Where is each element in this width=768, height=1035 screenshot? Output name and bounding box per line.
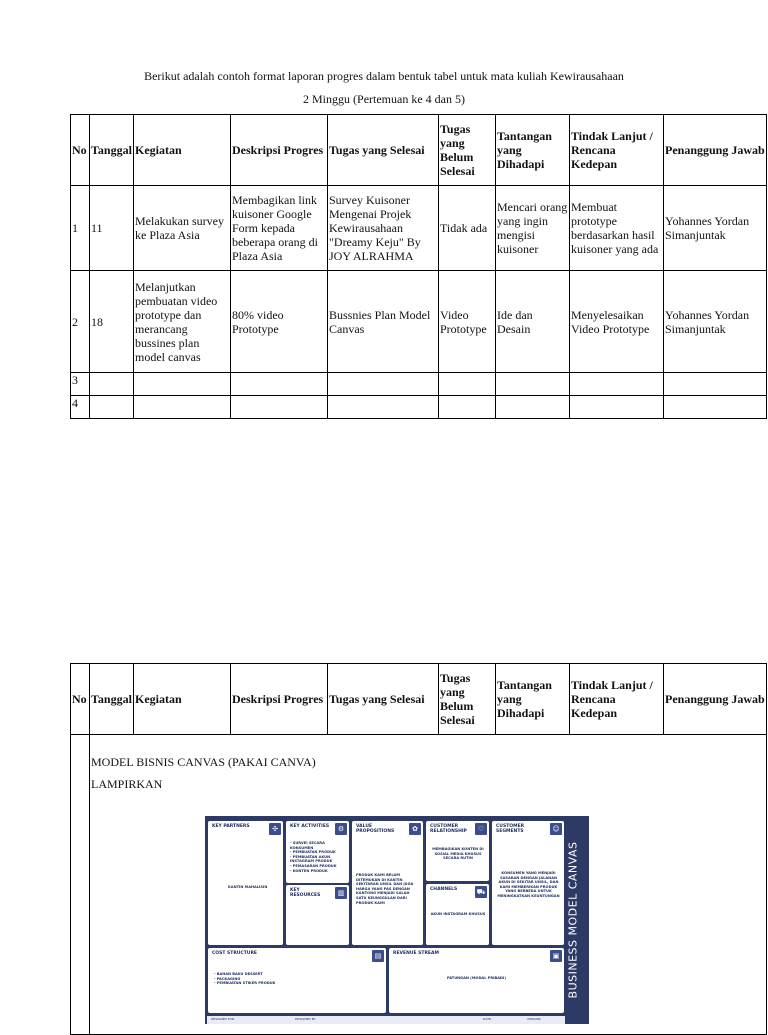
- header-belum: Tugas yang Belum Selesai: [439, 664, 496, 735]
- cell-selesai: Bussnies Plan Model Canvas: [328, 271, 439, 373]
- gear-icon: ⚙: [335, 823, 347, 835]
- table-header-row: [71, 115, 767, 186]
- key-partners-box: [208, 821, 283, 945]
- cell-penanggung: Yohannes Yordan Simanjuntak: [664, 186, 767, 271]
- cell-deskripsi: 80% video Prototype: [231, 271, 328, 373]
- header-kegiatan: Kegiatan: [134, 664, 231, 735]
- canvas-footer: [207, 1016, 565, 1024]
- intro-line-1: Berikut adalah contoh format laporan progres dalam bentuk tabel untuk mata kuliah Kewirausahaan: [144, 69, 624, 83]
- customer-segments-box: [492, 821, 564, 945]
- cost-structure-title: COST STRUCTURE: [212, 951, 257, 956]
- table-header-row: [71, 664, 767, 735]
- cost-structure-text: - BAHAN BAKU DESSERT - PACKAGING - PEMBUATAN STIKER PRODUK: [214, 972, 276, 986]
- handshake-icon: ✣: [269, 823, 281, 835]
- header-tantangan: Tantangan yang Dihadapi: [496, 664, 570, 735]
- channels-box: [426, 884, 489, 945]
- header-tanggal: Tanggal: [90, 664, 134, 735]
- cell-belum: Tidak ada: [439, 186, 496, 271]
- gift-icon: ✿: [409, 823, 421, 835]
- key-partners-title: KEY PARTNERS: [212, 824, 250, 829]
- key-resources-box: [286, 885, 349, 945]
- header-penanggung: Penanggung Jawab: [664, 664, 767, 735]
- version-label: VERSION:: [527, 1017, 542, 1021]
- progress-table: [70, 114, 767, 419]
- date-label: DATE:: [483, 1017, 492, 1021]
- header-deskripsi: Deskripsi Progres: [231, 115, 328, 186]
- lampiran-label: LAMPIRKAN: [91, 777, 163, 791]
- customer-segments-title: CUSTOMER SEGMENTS: [496, 824, 525, 834]
- channels-title: CHANNELS: [430, 887, 458, 892]
- channels-text: AKUN INSTAGRAM KHUSUS: [430, 912, 486, 916]
- revenue-stream-text: PATUNGAN (MODAL PRIBADI): [447, 976, 506, 980]
- revenue-stream-box: [389, 948, 564, 1013]
- key-activities-title: KEY ACTIVITIES: [290, 824, 330, 829]
- key-resources-title: KEY RESOURCES: [290, 888, 321, 898]
- header-tindak: Tindak Lanjut / Rencana Kedepan: [570, 664, 664, 735]
- table-row: [71, 186, 767, 271]
- canvas-vertical-title: BUSINESS MODEL CANVAS: [566, 841, 580, 999]
- designed-by-label: DESIGNED BY:: [295, 1017, 317, 1021]
- cell-selesai: Survey Kuisoner Mengenai Projek Kewirausahaan "Dreamy Keju" By JOY ALRAHMA: [328, 186, 439, 271]
- header-tanggal: Tanggal: [90, 115, 134, 186]
- cell-tindak: Membuat prototype berdasarkan hasil kuisoner yang ada: [570, 186, 664, 271]
- header-kegiatan: Kegiatan: [134, 115, 231, 186]
- cell-belum: Video Prototype: [439, 271, 496, 373]
- table-row: [71, 271, 767, 373]
- users-icon: ☺: [550, 823, 562, 835]
- key-activities-box: [286, 821, 349, 883]
- cell-tanggal: 11: [90, 186, 134, 271]
- cell-deskripsi: Membagikan link kuisoner Google Form kepada beberapa orang di Plaza Asia: [231, 186, 328, 271]
- business-model-canvas-image: [205, 816, 589, 1024]
- cell-no: 4: [71, 396, 90, 419]
- money-icon: ▣: [550, 950, 562, 962]
- lampiran-title: MODEL BISNIS CANVAS (PAKAI CANVA): [91, 755, 316, 769]
- cell-tantangan: Mencari orang yang ingin mengisi kuisoner: [496, 186, 570, 271]
- factory-icon: ▥: [335, 887, 347, 899]
- customer-relationship-box: [426, 821, 489, 881]
- revenue-stream-title: REVENUE STREAM: [393, 951, 439, 956]
- table-row: [71, 373, 767, 396]
- customer-relationship-text: MEMBAGIKAN KONTEN DI SOSIAL MEDIA KHUSUS SECARA RUTIN: [432, 847, 484, 861]
- header-selesai: Tugas yang Selesai: [328, 664, 439, 735]
- customer-relationship-title: CUSTOMER RELATIONSHIP: [430, 824, 467, 834]
- key-activities-text: - SURVEI SECARA KONSUMEN - PEMBUATAN PRODUK - PEMBUATAN AKUN INSTAGRAM PRODUK - PEMASARAN PRODUK - KONTEN PRODUK: [290, 841, 337, 873]
- header-no: No: [71, 115, 90, 186]
- cost-structure-box: [208, 948, 386, 1013]
- value-propositions-text: PRODUK KAMI BELUM DITEMUKAN DI KANTIN SEKITARAN UNSIL DAN JUGA HARGA YANG PAS DENGAN KANTONG MENJADI SALAH SATU KEUNGGULAN DARI PRODUK KAMI: [356, 873, 414, 905]
- header-tindak: Tindak Lanjut / Rencana Kedepan: [570, 115, 664, 186]
- header-no: No: [71, 664, 90, 735]
- key-partners-text: KANTIN MAHALISIN: [228, 885, 268, 889]
- header-deskripsi: Deskripsi Progres: [231, 664, 328, 735]
- designed-for-label: DESIGNED FOR:: [211, 1017, 235, 1021]
- header-penanggung: Penanggung Jawab: [664, 115, 767, 186]
- header-tantangan: Tantangan yang Dihadapi: [496, 115, 570, 186]
- value-propositions-title: VALUE PROPOSITIONS: [356, 824, 395, 834]
- header-selesai: Tugas yang Selesai: [328, 115, 439, 186]
- cell-kegiatan: Melakukan survey ke Plaza Asia: [134, 186, 231, 271]
- intro-line-2: 2 Minggu (Pertemuan ke 4 dan 5): [303, 92, 465, 106]
- cell-kegiatan: Melanjutkan pembuatan video prototype dan merancang bussines plan model canvas: [134, 271, 231, 373]
- cell-penanggung: Yohannes Yordan Simanjuntak: [664, 271, 767, 373]
- header-belum: Tugas yang Belum Selesai: [439, 115, 496, 186]
- cell-tindak: Menyelesaikan Video Prototype: [570, 271, 664, 373]
- value-propositions-box: [352, 821, 423, 945]
- cell-no: 1: [71, 186, 90, 271]
- cell-tanggal: 18: [90, 271, 134, 373]
- cell-tantangan: Ide dan Desain: [496, 271, 570, 373]
- truck-icon: ⛟: [476, 888, 486, 896]
- customer-segments-text: KONSUMEN YANG MENJADI SASARAN DENGAN JALANAN AKUN DI SEKITAR UNSIL, DAN KAMI MEMBERIKAN PRODUK YANG BERBEDA UNTUK MENINGKATKAN KEUNTUNGAN: [497, 871, 560, 898]
- cell-no: 3: [71, 373, 90, 396]
- table-row: [71, 396, 767, 419]
- heart-icon: ♡: [475, 823, 487, 835]
- tag-icon: ▤: [372, 950, 384, 962]
- cell-no: 2: [71, 271, 90, 373]
